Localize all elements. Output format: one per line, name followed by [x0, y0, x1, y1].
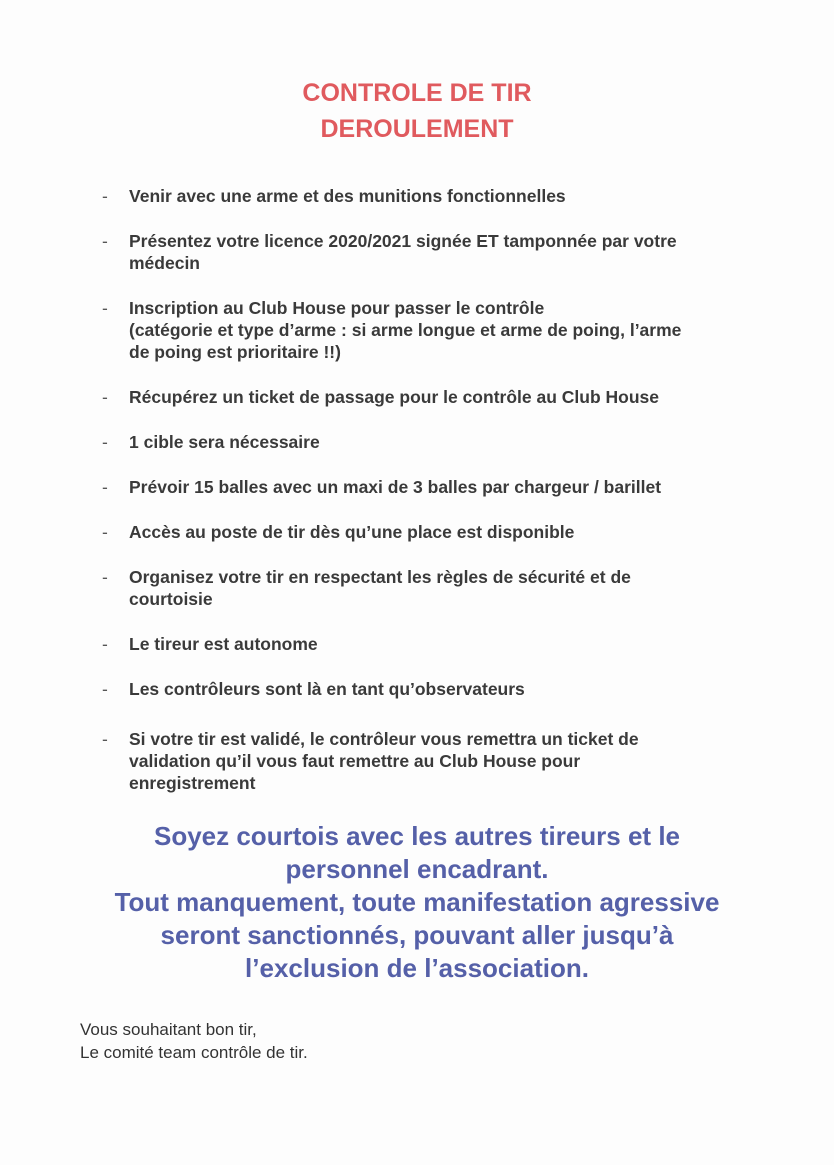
list-item-line: Si votre tir est validé, le contrôleur vous remettra un ticket de — [129, 729, 639, 749]
bullet-dash: - — [102, 387, 108, 407]
signoff-line: Le comité team contrôle de tir. — [80, 1043, 308, 1062]
list-item-line: Organisez votre tir en respectant les règles de sécurité et de — [129, 567, 631, 587]
list-item — [100, 185, 760, 207]
title-line-1: CONTROLE DE TIR — [302, 79, 532, 107]
bullet-dash: - — [102, 522, 108, 542]
list-item-line: de poing est prioritaire !!) — [129, 342, 341, 362]
list-item-line: (catégorie et type d’arme : si arme longue et arme de poing, l’arme — [129, 320, 682, 340]
bullet-dash: - — [102, 298, 108, 318]
list-item-line: validation qu’il vous faut remettre au Club House pour — [129, 751, 581, 771]
list-item — [100, 386, 760, 408]
notice-line: Soyez courtois avec les autres tireurs et le — [153, 821, 681, 851]
list-item — [100, 566, 760, 610]
bullet-dash: - — [102, 477, 108, 497]
notice-line: Tout manquement, toute manifestation agressive — [114, 887, 720, 917]
list-item-line: Inscription au Club House pour passer le contrôle — [129, 298, 545, 318]
list-item — [100, 230, 760, 274]
list-item — [100, 521, 760, 543]
notice-line: l’exclusion de l’association. — [245, 953, 589, 983]
list-item — [100, 728, 760, 794]
list-item-line: Présentez votre licence 2020/2021 signée ET tamponnée par votre — [129, 231, 677, 251]
document-title — [0, 75, 834, 147]
list-item-line: Prévoir 15 balles avec un maxi de 3 balles par chargeur / barillet — [129, 477, 662, 497]
list-item — [100, 476, 760, 498]
list-item-line: Récupérez un ticket de passage pour le contrôle au Club House — [129, 387, 659, 407]
signoff — [80, 1018, 308, 1064]
list-item-line: médecin — [129, 253, 200, 273]
list-item — [100, 431, 760, 453]
list-item — [100, 297, 760, 363]
list-item-line: 1 cible sera nécessaire — [129, 432, 320, 452]
notice-line: personnel encadrant. — [285, 854, 549, 884]
bullet-dash: - — [102, 186, 108, 206]
bullet-dash: - — [102, 567, 108, 587]
list-item — [100, 678, 760, 700]
list-item-line: courtoisie — [129, 589, 213, 609]
signoff-line: Vous souhaitant bon tir, — [80, 1020, 257, 1039]
title-line-2: DEROULEMENT — [320, 115, 514, 143]
bullet-dash: - — [102, 634, 108, 654]
list-item-line: Les contrôleurs sont là en tant qu’observateurs — [129, 679, 525, 699]
conduct-notice — [0, 820, 834, 985]
bullet-dash: - — [102, 729, 108, 749]
bullet-dash: - — [102, 679, 108, 699]
list-item-line: Venir avec une arme et des munitions fonctionnelles — [129, 186, 566, 206]
bullet-dash: - — [102, 231, 108, 251]
notice-line: seront sanctionnés, pouvant aller jusqu’à — [160, 920, 674, 950]
list-item-line: Accès au poste de tir dès qu’une place est disponible — [129, 522, 575, 542]
procedure-list — [100, 185, 760, 794]
list-item — [100, 633, 760, 655]
list-item-line: Le tireur est autonome — [129, 634, 318, 654]
list-item-line: enregistrement — [129, 773, 256, 793]
bullet-dash: - — [102, 432, 108, 452]
